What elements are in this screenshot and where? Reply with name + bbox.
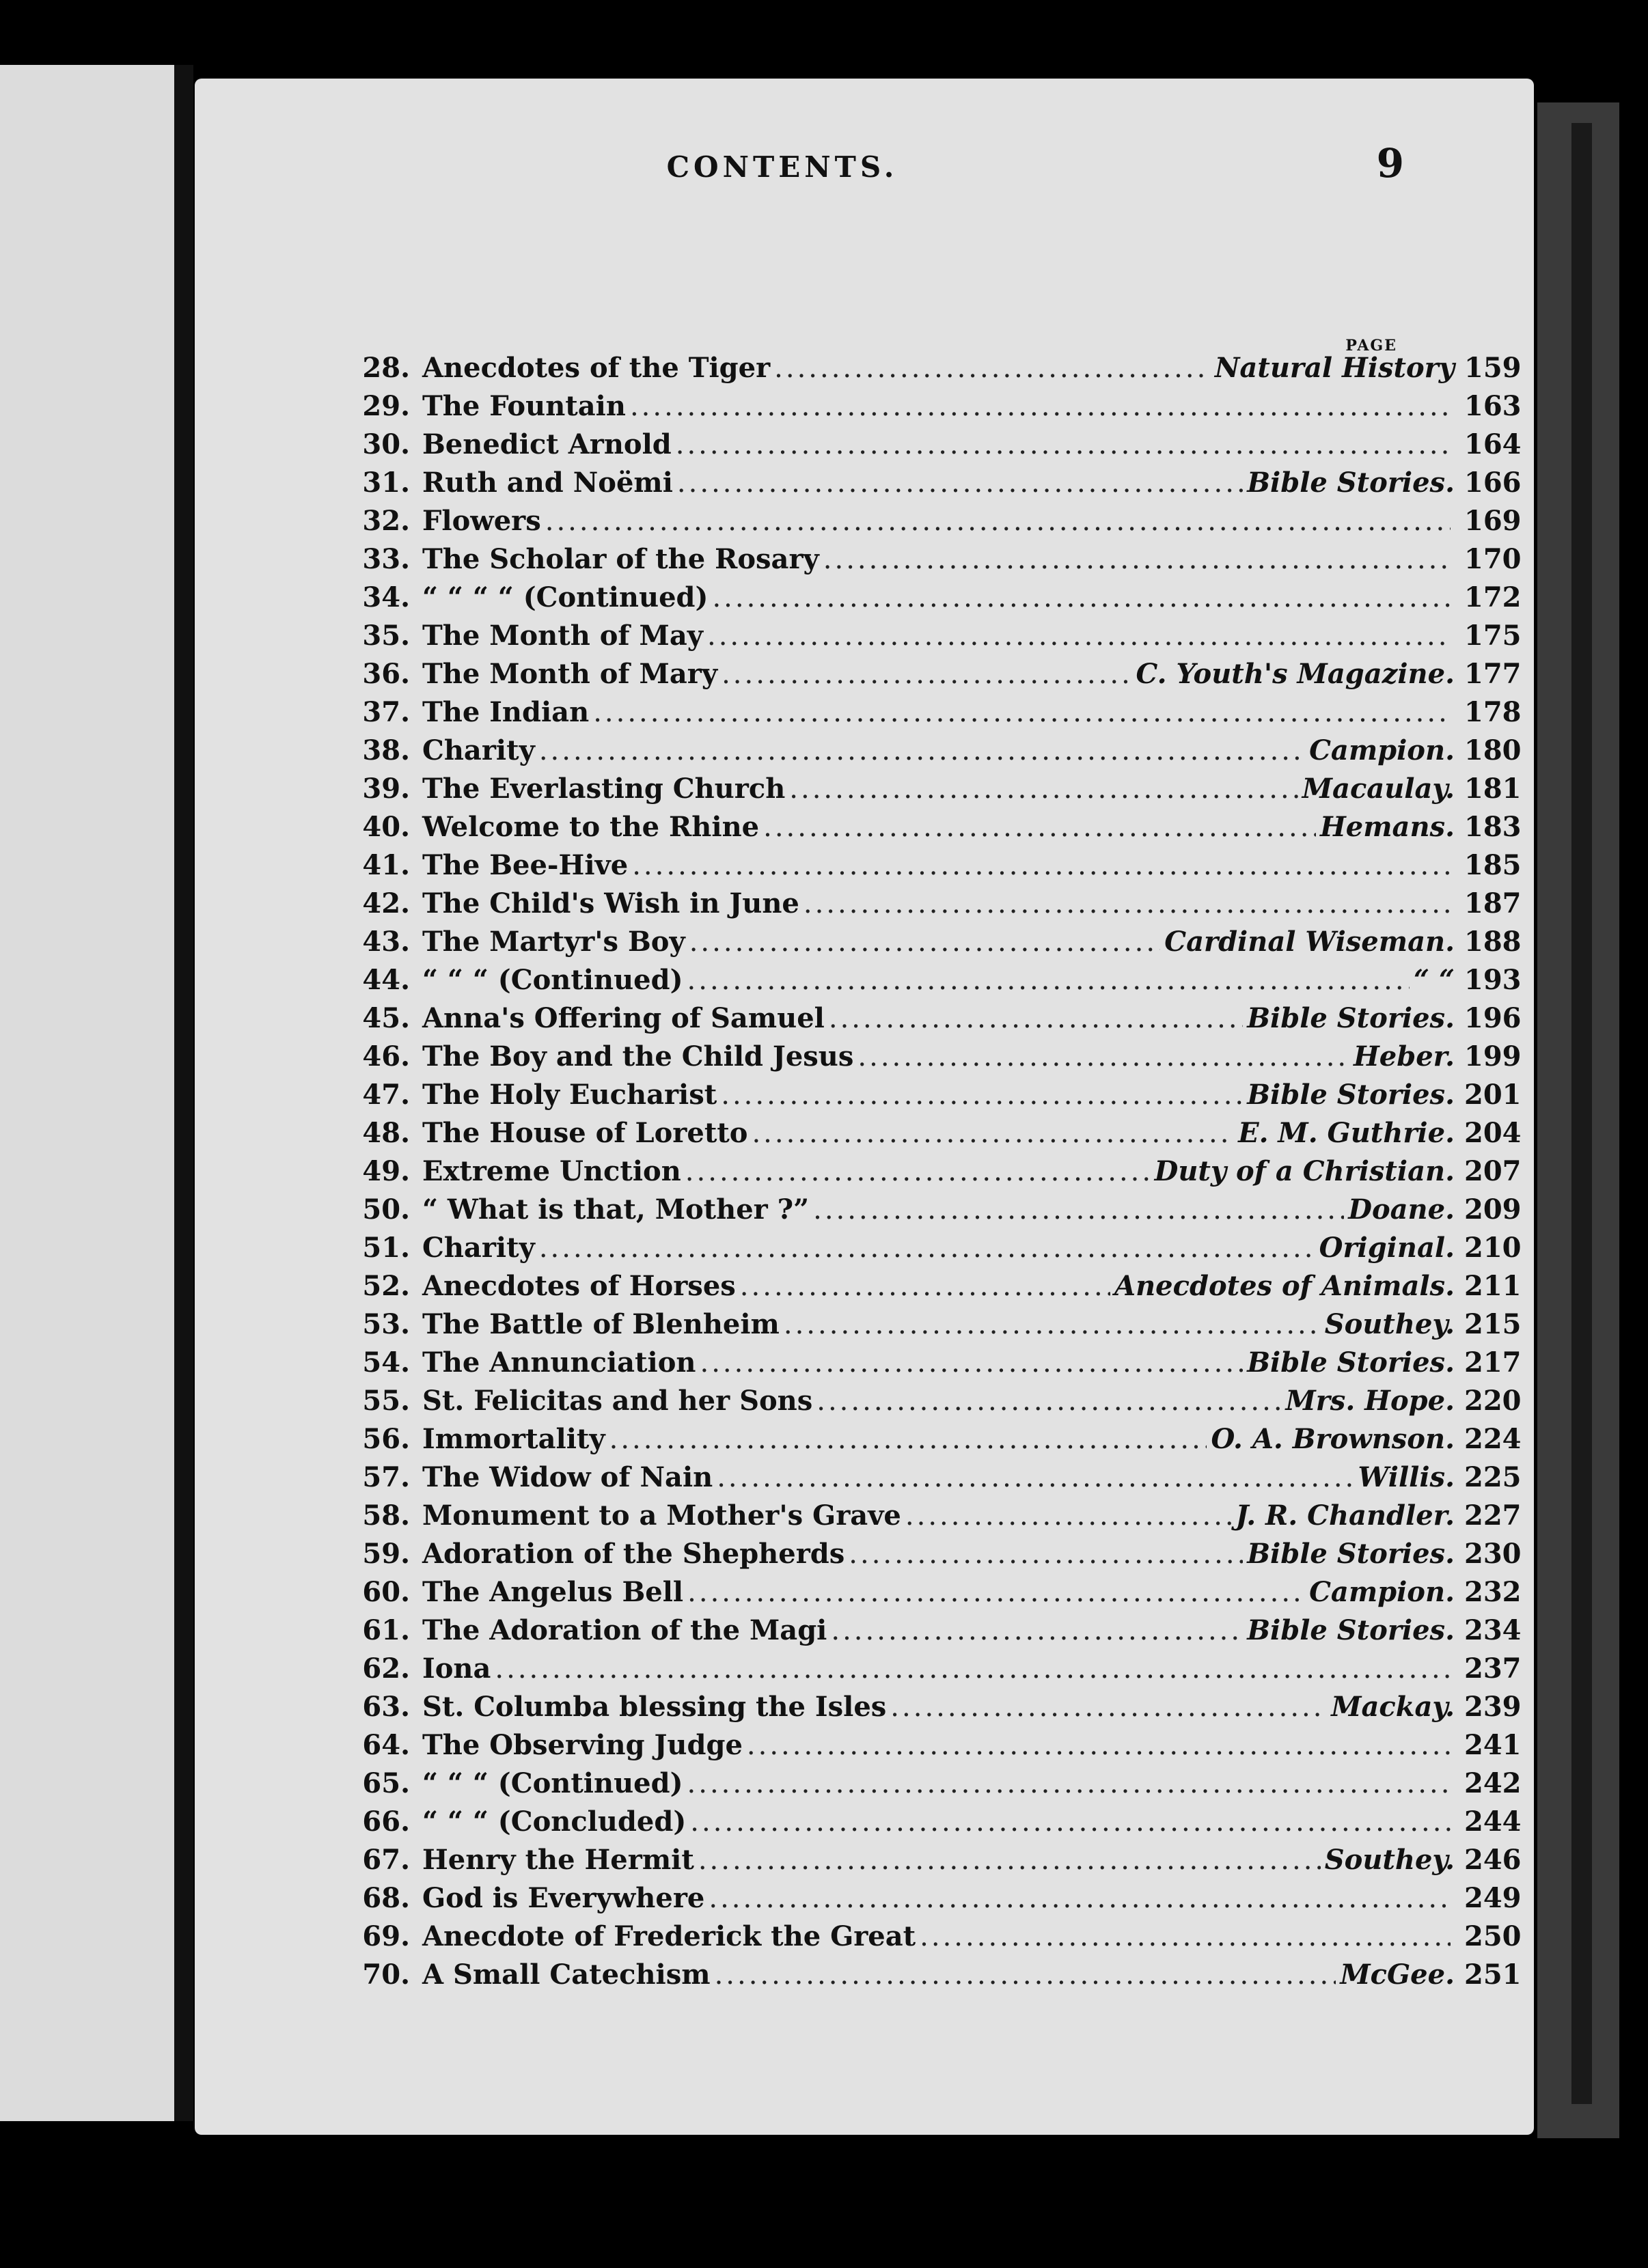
entry-title: Anecdotes of the Tiger [422,352,771,384]
toc-entry [342,1270,1520,1308]
running-title: CONTENTS. [666,150,898,184]
entry-title: “ “ “ “ (Continued) [422,581,709,613]
entry-number: 53. [362,1308,410,1340]
entry-source: J. R. Chandler. [1235,1499,1455,1532]
entry-source: Heber. [1354,1040,1455,1073]
entry-title: Welcome to the Rhine [422,811,760,843]
toc-entry [342,696,1520,734]
entry-page: 246 [1464,1844,1522,1876]
entry-source: McGee. [1340,1959,1455,1991]
entry-page: 172 [1464,581,1522,613]
toc-entry [342,505,1520,543]
entry-title: Anna's Offering of Samuel [422,1002,825,1034]
entry-title: “ “ “ (Continued) [422,1767,683,1799]
entry-title: The Annunciation [422,1346,696,1379]
entry-title: “ “ “ (Continued) [422,964,683,996]
toc-entry [342,1461,1520,1499]
entry-page: 227 [1464,1499,1522,1532]
toc-entry [342,926,1520,964]
toc-entry [342,734,1520,773]
entry-page: 159 [1464,352,1522,384]
entry-page: 239 [1464,1691,1522,1723]
entry-number: 31. [362,467,410,499]
entry-number: 43. [362,926,410,958]
entry-number: 34. [362,581,410,613]
entry-title: Anecdotes of Horses [422,1270,736,1302]
entry-source: Southey. [1324,1308,1455,1340]
entry-page: 249 [1464,1882,1522,1914]
entry-source: Original. [1319,1232,1455,1264]
toc-entry [342,1423,1520,1461]
entry-number: 63. [362,1691,410,1723]
toc-entry [342,658,1520,696]
entry-title: St. Columba blessing the Isles [422,1691,887,1723]
entry-source: Macaulay. [1302,773,1455,805]
toc-entry [342,352,1520,390]
entry-title: The Indian [422,696,590,728]
entry-page: 250 [1464,1920,1522,1952]
toc-entry [342,1232,1520,1270]
entry-number: 39. [362,773,410,805]
entry-number: 55. [362,1385,410,1417]
entry-title: The Angelus Bell [422,1576,684,1608]
entry-page: 209 [1464,1193,1522,1226]
dot-leader [789,773,1297,805]
dot-leader [804,888,1451,919]
entry-source: Bible Stories. [1247,1614,1455,1646]
toc-entry [342,1806,1520,1844]
entry-page: 187 [1464,887,1522,919]
page-column-label: PAGE [1345,337,1397,355]
entry-number: 58. [362,1499,410,1532]
toc-entry [342,1308,1520,1346]
entry-page: 241 [1464,1729,1522,1761]
entry-source: Mrs. Hope. [1285,1385,1455,1417]
entry-title: The Holy Eucharist [422,1079,717,1111]
entry-title: The House of Loretto [422,1117,748,1149]
dot-leader [715,1959,1336,1991]
entry-page: 201 [1464,1079,1522,1111]
entry-page: 175 [1464,620,1522,652]
entry-page: 251 [1464,1959,1522,1991]
entry-title: The Child's Wish in June [422,887,799,919]
entry-title: “ What is that, Mother ?” [422,1193,810,1226]
entry-source: O. A. Brownson. [1211,1423,1455,1455]
dot-leader [813,1194,1344,1226]
entry-page: 178 [1464,696,1522,728]
dot-leader [717,1462,1354,1493]
entry-number: 70. [362,1959,410,1991]
dot-leader [689,926,1161,958]
book-spine [174,65,193,2121]
entry-number: 44. [362,964,410,996]
entry-page: 210 [1464,1232,1522,1264]
toc-entry [342,1040,1520,1079]
entry-page: 183 [1464,811,1522,843]
entry-number: 66. [362,1806,410,1838]
dot-leader [740,1271,1110,1302]
cover-edge [1571,123,1592,2104]
entry-page: 217 [1464,1346,1522,1379]
entry-number: 30. [362,428,410,460]
entry-title: The Scholar of the Rosary [422,543,819,575]
entry-page: 220 [1464,1385,1522,1417]
entry-number: 42. [362,887,410,919]
entry-number: 32. [362,505,410,537]
entry-page: 164 [1464,428,1522,460]
entry-title: The Observing Judge [422,1729,743,1761]
dot-leader [687,1768,1451,1799]
dot-leader [829,1003,1243,1034]
entry-title: Adoration of the Shepherds [422,1538,845,1570]
entry-number: 37. [362,696,410,728]
dot-leader [632,850,1451,881]
entry-title: Charity [422,734,535,766]
entry-source: Bible Stories. [1247,1002,1455,1034]
entry-number: 61. [362,1614,410,1646]
toc-entry [342,1538,1520,1576]
toc-entry [342,1920,1520,1959]
entry-page: 177 [1464,658,1522,690]
entry-number: 57. [362,1461,410,1493]
entry-number: 64. [362,1729,410,1761]
dot-leader [609,1424,1207,1455]
entry-number: 38. [362,734,410,766]
entry-source: Bible Stories. [1247,1079,1455,1111]
entry-title: Henry the Hermit [422,1844,694,1876]
entry-title: Charity [422,1232,535,1264]
toc-entry [342,849,1520,887]
entry-source: Cardinal Wiseman. [1164,926,1455,958]
toc-entry [342,964,1520,1002]
entry-number: 68. [362,1882,410,1914]
dot-leader [763,812,1316,843]
toc-entry [342,543,1520,581]
entry-page: 211 [1464,1270,1522,1302]
entry-title: The Adoration of the Magi [422,1614,827,1646]
dot-leader [687,965,1410,996]
entry-source: C. Youth's Magazine. [1136,658,1455,690]
entry-number: 59. [362,1538,410,1570]
toc-entry [342,1346,1520,1385]
entry-page: 188 [1464,926,1522,958]
entry-page: 215 [1464,1308,1522,1340]
toc-entry [342,1117,1520,1155]
entry-page: 224 [1464,1423,1522,1455]
dot-leader [495,1653,1451,1685]
toc-entry [342,773,1520,811]
table-of-contents [342,352,1520,1997]
entry-page: 225 [1464,1461,1522,1493]
entry-title: Immortality [422,1423,605,1455]
entry-number: 48. [362,1117,410,1149]
entry-source: Campion. [1309,734,1455,766]
dot-leader [722,659,1131,690]
dot-leader [593,697,1451,728]
entry-source: Southey. [1324,1844,1455,1876]
toc-entry [342,1193,1520,1232]
toc-entry [342,811,1520,849]
toc-entry [342,1652,1520,1691]
toc-entry [342,1959,1520,1997]
entry-source: Anecdotes of Animals. [1114,1270,1455,1302]
entry-title: The Boy and the Child Jesus [422,1040,854,1073]
dot-leader [905,1500,1231,1532]
toc-entry [342,1767,1520,1806]
toc-entry [342,1614,1520,1652]
dot-leader [700,1347,1244,1379]
entry-title: A Small Catechism [422,1959,711,1991]
entry-number: 54. [362,1346,410,1379]
dot-leader [539,735,1305,766]
entry-title: The Month of May [422,620,703,652]
entry-number: 36. [362,658,410,690]
dot-leader [747,1730,1451,1761]
page-number: 9 [1376,140,1404,186]
entry-number: 62. [362,1652,410,1685]
dot-leader [890,1691,1327,1723]
entry-title: The Battle of Blenheim [422,1308,780,1340]
entry-number: 41. [362,849,410,881]
entry-page: 180 [1464,734,1522,766]
toc-entry [342,1499,1520,1538]
entry-title: The Fountain [422,390,626,422]
entry-title: Anecdote of Frederick the Great [422,1920,916,1952]
dot-leader [545,506,1451,537]
entry-page: 234 [1464,1614,1522,1646]
entry-title: Iona [422,1652,491,1685]
entry-title: The Widow of Nain [422,1461,713,1493]
entry-page: 207 [1464,1155,1522,1187]
entry-number: 46. [362,1040,410,1073]
entry-title: Ruth and Noëmi [422,467,673,499]
dot-leader [698,1844,1321,1876]
entry-page: 230 [1464,1538,1522,1570]
entry-title: The Everlasting Church [422,773,786,805]
toc-entry [342,581,1520,620]
dot-leader [784,1309,1321,1340]
entry-number: 60. [362,1576,410,1608]
entry-source: Mackay. [1331,1691,1455,1723]
toc-entry [342,1844,1520,1882]
toc-entry [342,1155,1520,1193]
dot-leader [712,582,1451,613]
entry-title: “ “ “ (Concluded) [422,1806,687,1838]
dot-leader [816,1385,1281,1417]
entry-page: 244 [1464,1806,1522,1838]
dot-leader [676,429,1451,460]
dot-leader [857,1041,1349,1073]
entry-number: 52. [362,1270,410,1302]
entry-source: Campion. [1309,1576,1455,1608]
entry-source: Duty of a Christian. [1154,1155,1455,1187]
toc-entry [342,1729,1520,1767]
entry-title: Extreme Unction [422,1155,681,1187]
entry-number: 45. [362,1002,410,1034]
entry-page: 170 [1464,543,1522,575]
entry-title: The Martyr's Boy [422,926,685,958]
entry-source: Bible Stories. [1247,1346,1455,1379]
dot-leader [752,1118,1234,1149]
entry-number: 35. [362,620,410,652]
dot-leader [539,1232,1315,1264]
entry-title: God is Everywhere [422,1882,705,1914]
entry-source: Bible Stories. [1247,467,1455,499]
entry-page: 242 [1464,1767,1522,1799]
toc-entry [342,1385,1520,1423]
dot-leader [687,1577,1305,1608]
toc-entry [342,887,1520,926]
entry-number: 51. [362,1232,410,1264]
toc-entry [342,1002,1520,1040]
entry-number: 40. [362,811,410,843]
entry-source: Bible Stories. [1247,1538,1455,1570]
dot-leader [690,1806,1451,1838]
entry-number: 28. [362,352,410,384]
dot-leader [709,1883,1451,1914]
entry-page: 196 [1464,1002,1522,1034]
entry-number: 69. [362,1920,410,1952]
toc-entry [342,1882,1520,1920]
dot-leader [831,1615,1243,1646]
entry-source: Hemans. [1319,811,1455,843]
entry-page: 237 [1464,1652,1522,1685]
dot-leader [920,1921,1451,1952]
entry-page: 181 [1464,773,1522,805]
toc-entry [342,467,1520,505]
entry-number: 65. [362,1767,410,1799]
entry-number: 47. [362,1079,410,1111]
dot-leader [685,1156,1151,1187]
entry-page: 185 [1464,849,1522,881]
entry-number: 67. [362,1844,410,1876]
entry-title: St. Felicitas and her Sons [422,1385,813,1417]
contents-page [195,79,1534,2135]
entry-title: Monument to a Mother's Grave [422,1499,901,1532]
entry-title: The Bee-Hive [422,849,629,881]
entry-source: Doane. [1348,1193,1455,1226]
dot-leader [721,1079,1243,1111]
entry-number: 29. [362,390,410,422]
entry-page: 163 [1464,390,1522,422]
entry-page: 166 [1464,467,1522,499]
entry-number: 56. [362,1423,410,1455]
dot-leader [823,544,1451,575]
entry-source: E. M. Guthrie. [1238,1117,1455,1149]
dot-leader [677,467,1243,499]
entry-source: “ “ [1414,964,1455,996]
entry-title: Flowers [422,505,541,537]
toc-entry [342,620,1520,658]
entry-page: 169 [1464,505,1522,537]
entry-source: Natural History [1214,352,1455,384]
toc-entry [342,1079,1520,1117]
entry-title: Benedict Arnold [422,428,672,460]
entry-title: The Month of Mary [422,658,718,690]
toc-entry [342,428,1520,467]
dot-leader [849,1538,1243,1570]
toc-entry [342,390,1520,428]
entry-number: 50. [362,1193,410,1226]
entry-number: 49. [362,1155,410,1187]
entry-source: Willis. [1358,1461,1455,1493]
entry-page: 232 [1464,1576,1522,1608]
dot-leader [774,352,1211,384]
toc-entry [342,1691,1520,1729]
entry-page: 193 [1464,964,1522,996]
dot-leader [630,391,1451,422]
toc-entry [342,1576,1520,1614]
entry-number: 33. [362,543,410,575]
facing-page-edge [0,65,184,2121]
entry-page: 199 [1464,1040,1522,1073]
entry-page: 204 [1464,1117,1522,1149]
dot-leader [707,620,1451,652]
